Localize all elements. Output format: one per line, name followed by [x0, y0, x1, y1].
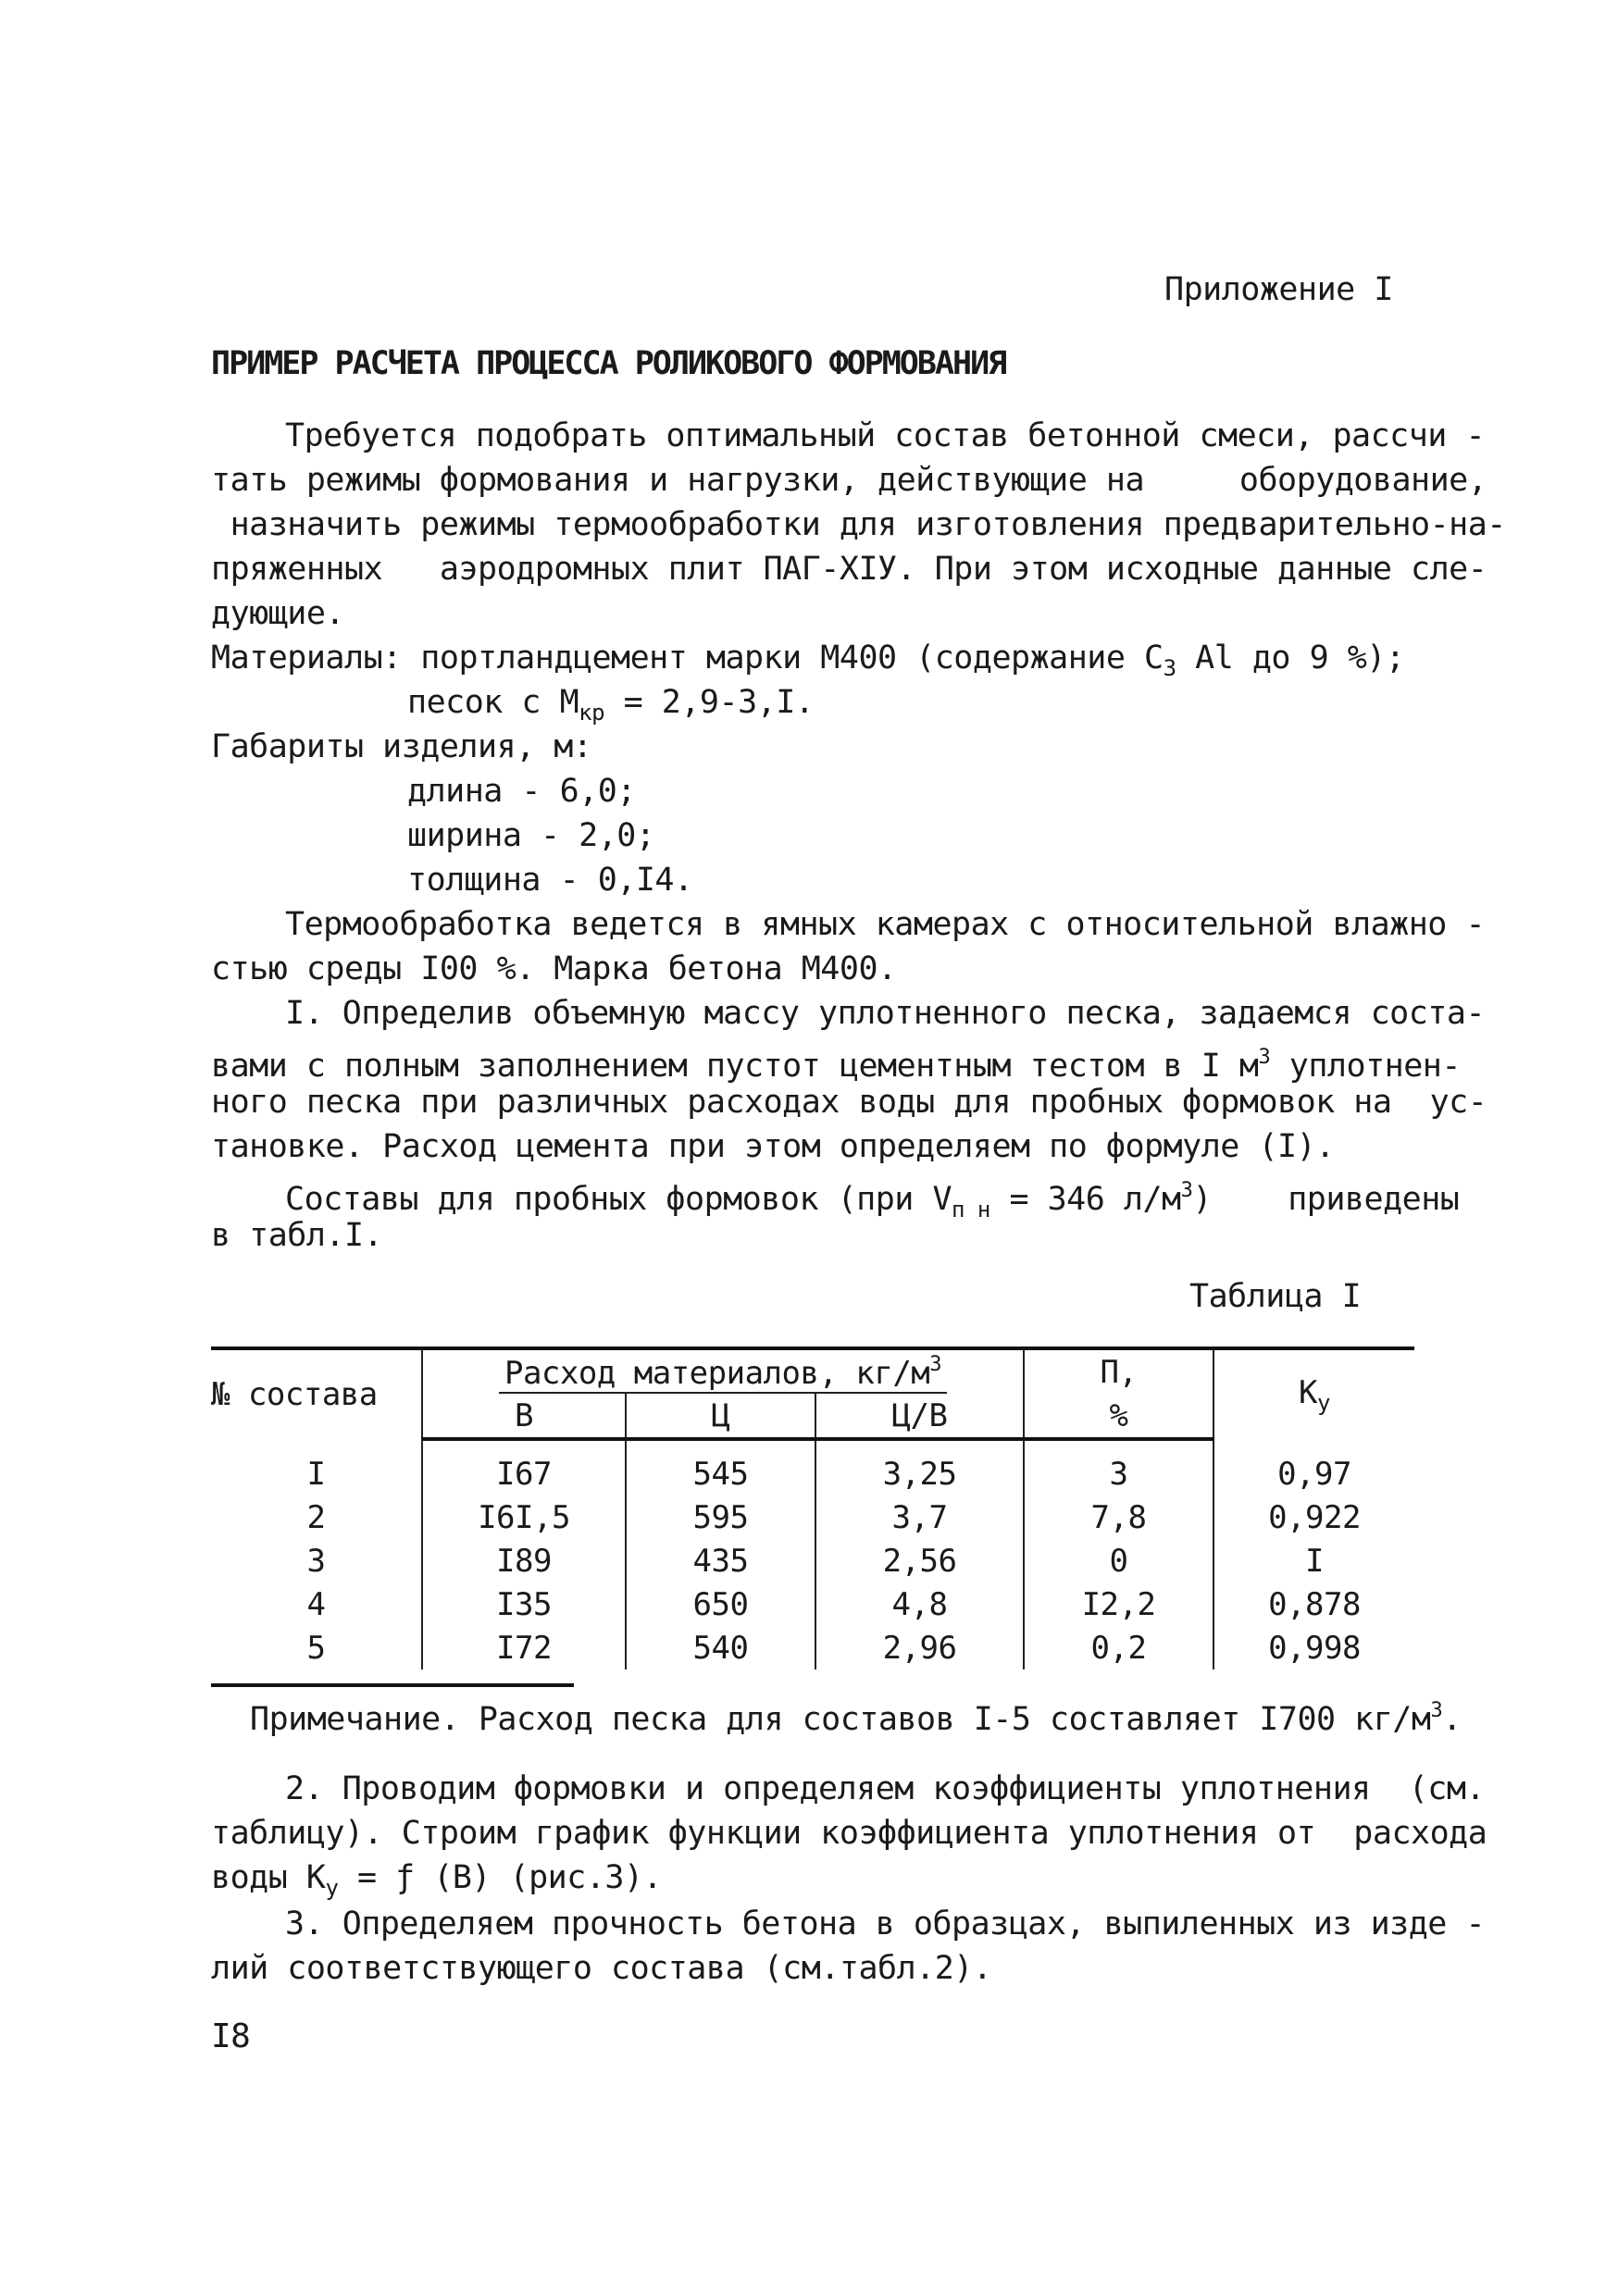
materials-table [211, 1347, 1414, 1669]
step1-line-2 [211, 1036, 1461, 1087]
intro-line-4: пряженных аэродромных плит ПАГ-XIУ. При этом исходные данные сле- [211, 551, 1487, 588]
dims-width: ширина - 2,0; [407, 817, 655, 854]
cell-k: I [1214, 1539, 1414, 1582]
cell-c: 595 [626, 1496, 815, 1539]
step1-line-4: тановке. Расход цемента при этом определяем по формуле (I). [211, 1128, 1335, 1165]
col-header-k-text: К [1299, 1373, 1318, 1411]
table-note [250, 1690, 1462, 1741]
cell-cb: 2,56 [815, 1539, 1024, 1582]
materials-cement-sub: 3 [1163, 655, 1176, 681]
materials-cement-tail: Al до 9 %); [1195, 639, 1405, 676]
table-note-sup: 3 [1430, 1699, 1443, 1722]
cell-number: 4 [306, 1585, 326, 1623]
col-header-b: В [422, 1394, 626, 1439]
cell-b: I67 [422, 1452, 626, 1496]
cell-k: 0,97 [1214, 1452, 1414, 1496]
col-header-group-text: Расход материалов, кг/м [504, 1354, 930, 1392]
materials-sand-sub: кр [579, 700, 605, 726]
step2-line-3-a: воды К [211, 1859, 326, 1896]
dims-length: длина - 6,0; [407, 773, 636, 810]
appendix-label: Приложение I [1164, 271, 1393, 308]
compositions-tail: ) приведены [1192, 1181, 1460, 1218]
col-header-group-sup: 3 [929, 1352, 942, 1376]
compositions-line-1 [285, 1170, 1459, 1231]
col-header-k-sub: у [1317, 1389, 1330, 1416]
cell-b: I35 [422, 1582, 626, 1626]
page-title: ПРИМЕР РАСЧЕТА ПРОЦЕССА РОЛИКОВОГО ФОРМОВАНИЯ [211, 345, 1006, 382]
step1-line-2-sup: 3 [1258, 1046, 1271, 1069]
step1-line-2-text: вами с полным заполнением пустот цементным тестом в I м [211, 1048, 1259, 1085]
thermo-line-2: стью среды I00 %. Марка бетона М400. [211, 950, 897, 987]
table-caption: Таблица I [1189, 1278, 1362, 1315]
page-number: I8 [211, 2017, 251, 2055]
cell-number: 5 [306, 1629, 326, 1667]
col-header-cb: Ц/В [815, 1394, 1024, 1439]
table-note-tail: . [1442, 1701, 1462, 1738]
cell-b: I6I,5 [422, 1496, 626, 1539]
cell-cb: 4,8 [815, 1582, 1024, 1626]
compositions-mid: = 346 л/м [1009, 1181, 1181, 1218]
cell-b: I72 [422, 1626, 626, 1669]
cell-cb: 2,96 [815, 1626, 1024, 1669]
col-header-group [422, 1348, 1024, 1394]
cell-c: 435 [626, 1539, 815, 1582]
table-row [211, 1496, 1414, 1539]
dims-thickness: толщина - 0,I4. [407, 862, 693, 899]
col-header-k [1214, 1348, 1414, 1439]
compositions-sup: 3 [1180, 1179, 1193, 1202]
cell-k: 0,998 [1214, 1626, 1414, 1669]
cell-p: 0 [1024, 1539, 1214, 1582]
cell-p: I2,2 [1024, 1582, 1214, 1626]
materials-cement: портландцемент марки М400 (содержание С [420, 639, 1164, 676]
compositions-sub: п н [952, 1197, 990, 1222]
table-row [211, 1452, 1414, 1496]
intro-line-2: тать режимы формования и нагрузки, действующие на оборудование, [211, 462, 1487, 499]
step2-line-3-sub: у [325, 1875, 339, 1901]
cell-p: 3 [1024, 1452, 1214, 1496]
cell-c: 540 [626, 1626, 815, 1669]
cell-p: 0,2 [1024, 1626, 1214, 1669]
compositions-line-2: в табл.I. [211, 1217, 383, 1254]
dims-label: Габариты изделия, м: [211, 728, 592, 765]
table-bottom-rule [211, 1683, 574, 1687]
step2-line-3-b: = ƒ (В) (рис.3). [356, 1859, 663, 1896]
intro-line-5: дующие. [211, 595, 345, 632]
thermo-line-1: Термообработка ведется в ямных камерах с относительной влажно - [285, 906, 1486, 943]
cell-k: 0,878 [1214, 1582, 1414, 1626]
cell-number: 3 [306, 1542, 326, 1580]
step2-line-3 [211, 1856, 662, 1909]
cell-number: 2 [306, 1498, 326, 1536]
cell-k: 0,922 [1214, 1496, 1414, 1539]
col-header-p-unit: % [1024, 1394, 1214, 1439]
cell-c: 545 [626, 1452, 815, 1496]
cell-b: I89 [422, 1539, 626, 1582]
table-note-text: Примечание. Расход песка для составов I-5 составляет I700 кг/м [250, 1701, 1431, 1738]
cell-cb: 3,25 [815, 1452, 1024, 1496]
table-row [211, 1626, 1414, 1669]
col-header-c: Ц [626, 1394, 815, 1439]
step1-line-3: ного песка при различных расходах воды для пробных формовок на ус- [211, 1084, 1487, 1121]
cell-c: 650 [626, 1582, 815, 1626]
col-header-p: П, [1024, 1348, 1214, 1394]
step3-line-2: лий соответствующего состава (см.табл.2). [211, 1950, 992, 1987]
table-row [211, 1582, 1414, 1626]
materials-sand-tail: = 2,9-3,I. [623, 684, 815, 721]
cell-cb: 3,7 [815, 1496, 1024, 1539]
materials-sand: песок с М [407, 684, 579, 721]
intro-line-3: назначить режимы термообработки для изготовления предварительно-на- [211, 506, 1506, 543]
materials-label: Материалы: [211, 639, 402, 676]
intro-line-1: Требуется подобрать оптимальный состав бетонной смеси, рассчи - [285, 417, 1486, 454]
step2-line-2: таблицу). Строим график функции коэффициента уплотнения от расхода [211, 1815, 1487, 1852]
compositions-text: Составы для пробных формовок (при V [285, 1181, 952, 1218]
step3-line-1: 3. Определяем прочность бетона в образцах, выпиленных из изде - [285, 1905, 1486, 1942]
table-row [211, 1539, 1414, 1582]
col-header-number: № состава [211, 1376, 378, 1413]
step1-line-1: I. Определив объемную массу уплотненного песка, задаемся соста- [285, 995, 1486, 1032]
cell-p: 7,8 [1024, 1496, 1214, 1539]
cell-number: I [306, 1455, 326, 1493]
step2-line-1: 2. Проводим формовки и определяем коэффициенты уплотнения (см. [285, 1770, 1486, 1807]
step1-line-2-tail: уплотнен- [1288, 1048, 1461, 1085]
